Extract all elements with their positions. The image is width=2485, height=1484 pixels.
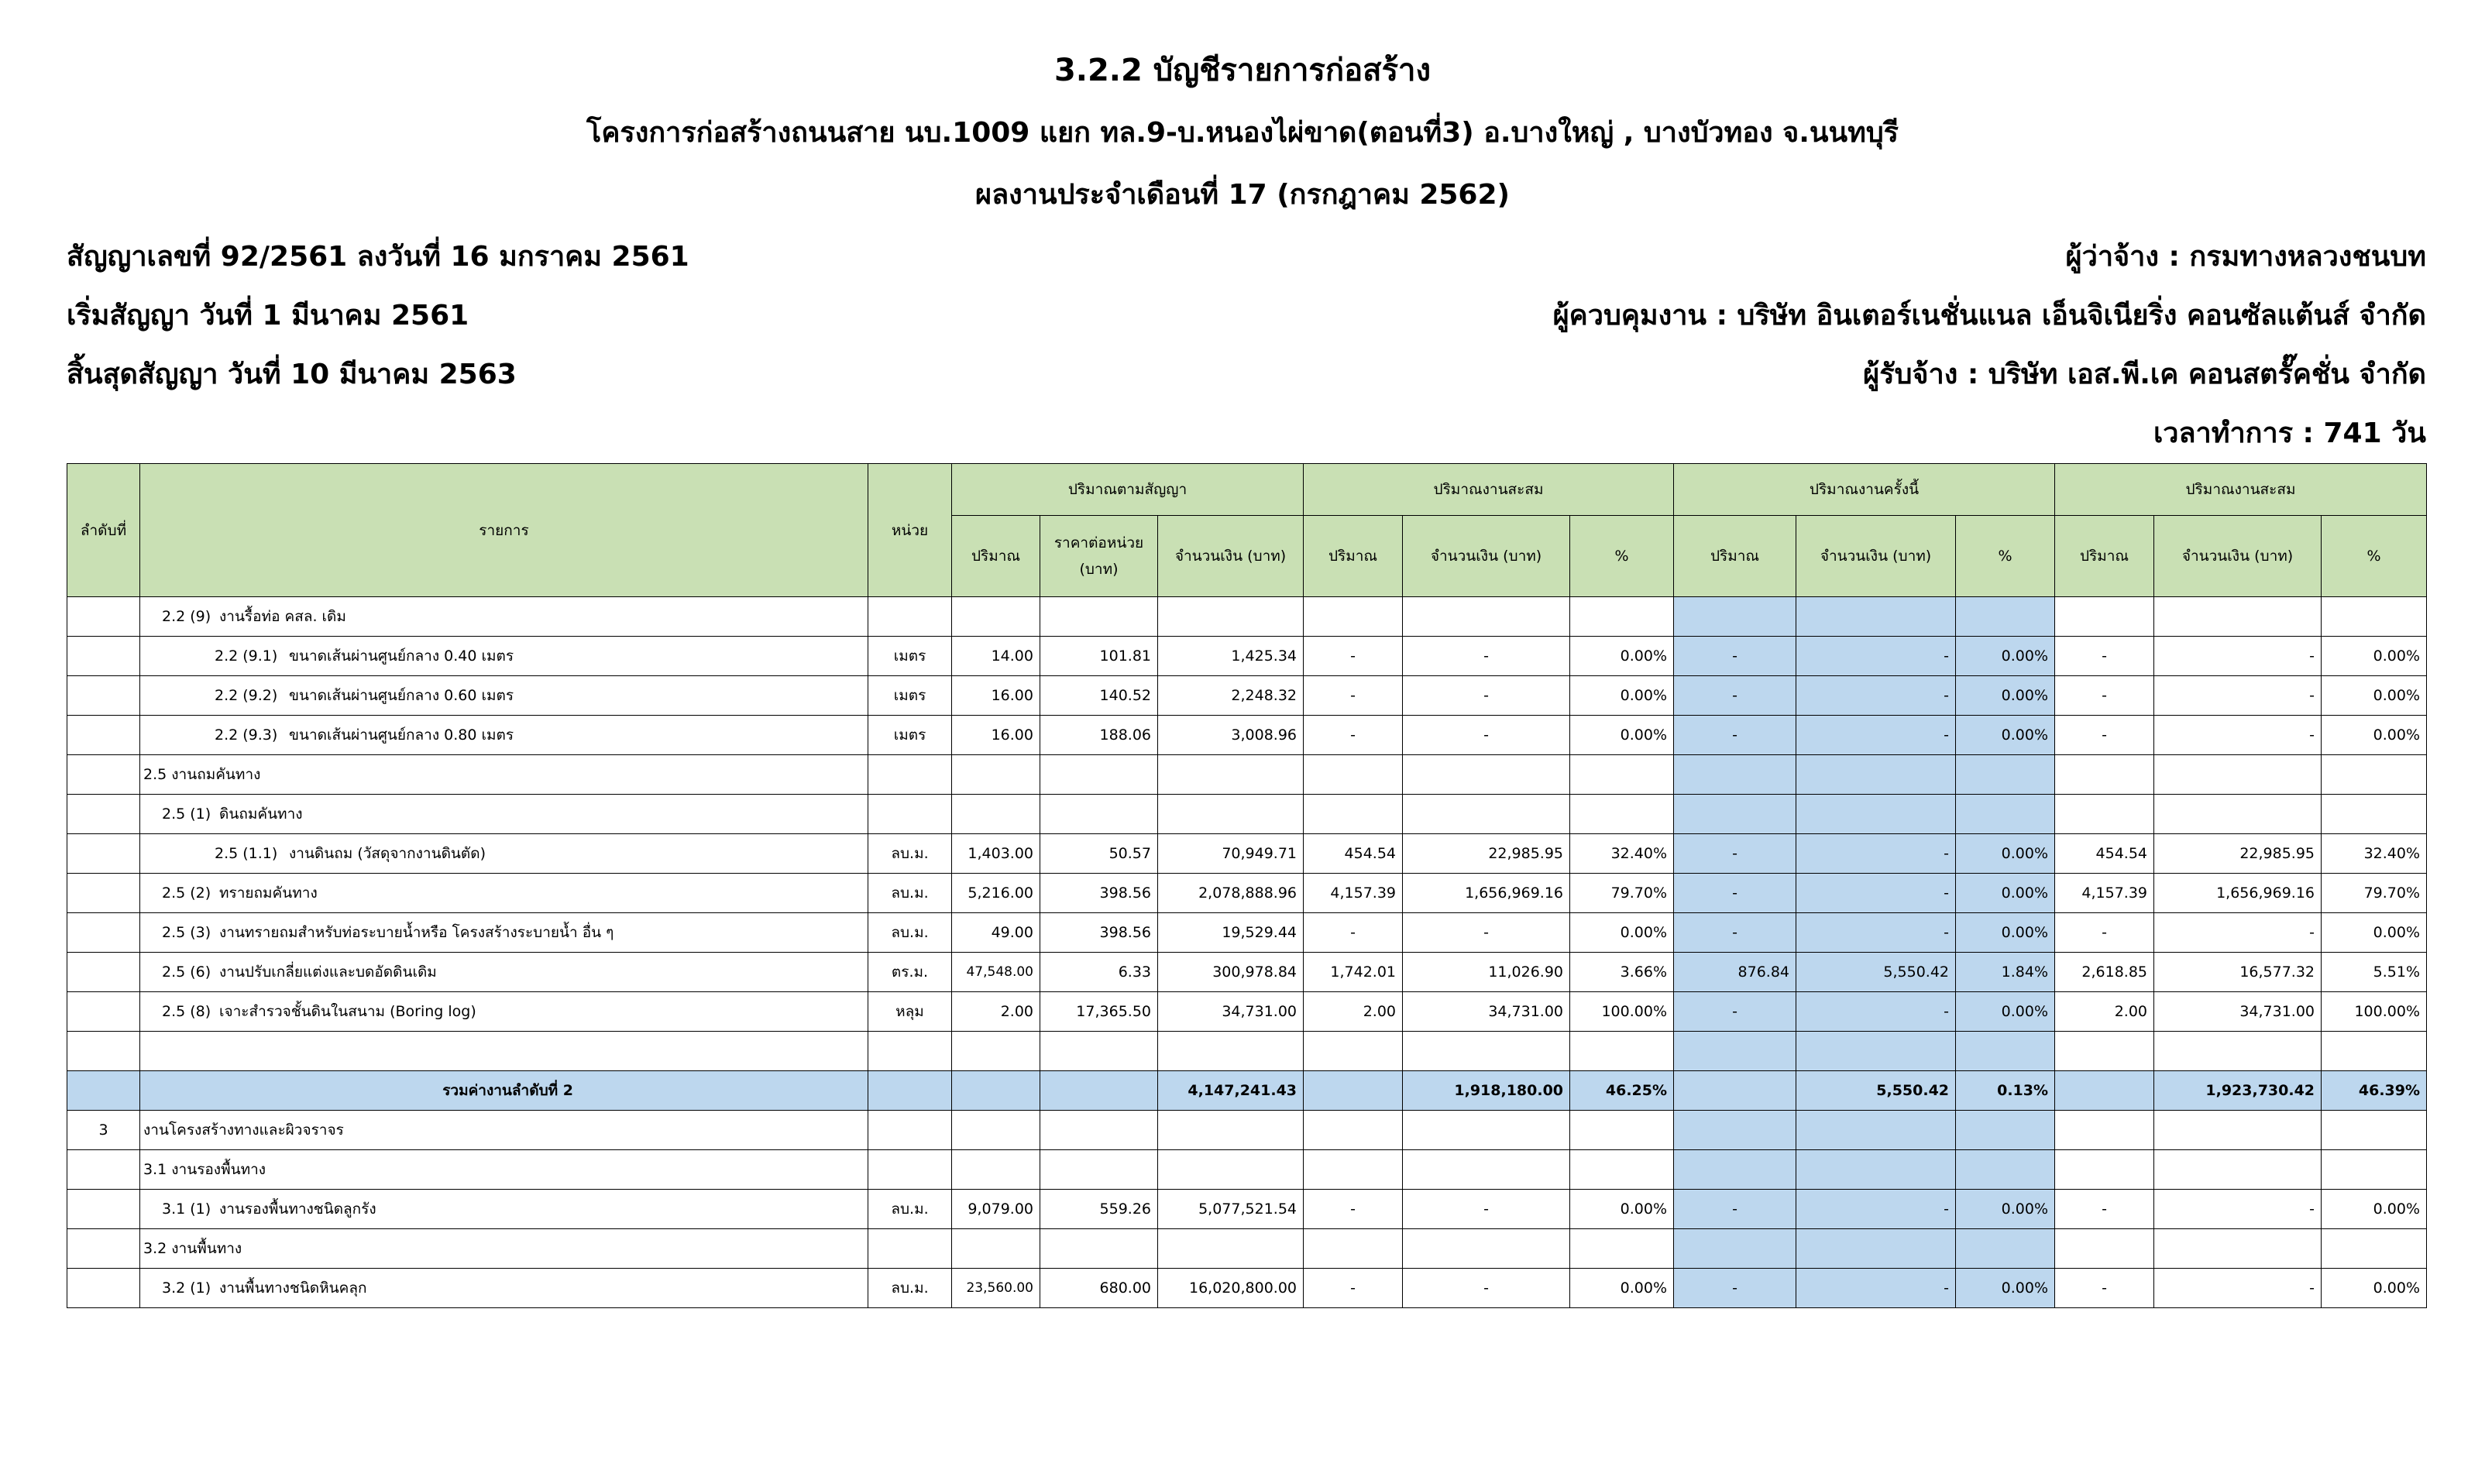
cum-qty: - — [2055, 913, 2154, 953]
contract-amount: 3,008.96 — [1158, 716, 1304, 755]
section-title: งานโครงสร้างทางและผิวจราจร — [140, 1111, 868, 1150]
item-desc: 3.1 งานรองพื้นทาง — [143, 1161, 266, 1178]
unit-price: 398.56 — [1040, 913, 1158, 953]
contract-qty: 47,548.00 — [952, 953, 1040, 992]
table-row — [67, 1032, 2427, 1071]
prev-amount: 1,656,969.16 — [1403, 874, 1570, 913]
prev-amount: - — [1403, 637, 1570, 676]
this-amount: - — [1796, 874, 1956, 913]
prev-qty: - — [1304, 1269, 1403, 1308]
unit-price: 398.56 — [1040, 874, 1158, 913]
item-code: 2.5 (2) — [162, 885, 211, 902]
table-row — [67, 755, 2427, 795]
this-pct: 0.00% — [1956, 1269, 2055, 1308]
item-code: 2.5 (1) — [162, 806, 211, 823]
unit-cell: ลบ.ม. — [868, 1190, 952, 1229]
table-row — [67, 676, 2427, 716]
contract-qty: 14.00 — [952, 637, 1040, 676]
cum-amount: - — [2154, 637, 2322, 676]
cum-pct: 100.00% — [2322, 992, 2427, 1032]
prev-pct: 0.00% — [1570, 716, 1674, 755]
item-code: 2.5 (3) — [162, 924, 211, 941]
cum-amount: - — [2154, 1190, 2322, 1229]
cum-pct: 0.00% — [2322, 637, 2427, 676]
table-row — [67, 597, 2427, 637]
item-code: 2.5 (6) — [162, 964, 211, 981]
cum-pct: 0.00% — [2322, 1190, 2427, 1229]
contract-number: สัญญาเลขที่ 92/2561 ลงวันที่ 16 มกราคม 2561 — [67, 241, 689, 273]
total-row — [67, 1071, 2427, 1111]
cum-amount: 34,731.00 — [2154, 992, 2322, 1032]
table-row — [67, 1150, 2427, 1190]
item-cell — [140, 676, 868, 716]
contract-amount: 19,529.44 — [1158, 913, 1304, 953]
prev-pct: 0.00% — [1570, 913, 1674, 953]
contract-amount: 70,949.71 — [1158, 834, 1304, 874]
item-cell — [140, 834, 868, 874]
cum-pct: 32.40% — [2322, 834, 2427, 874]
this-amount: - — [1796, 992, 1956, 1032]
header-amount: จำนวนเงิน (บาท) — [1796, 516, 1956, 597]
prev-amount: 34,731.00 — [1403, 992, 1570, 1032]
item-desc: งานดินถม (วัสดุจากงานดินตัด) — [289, 845, 486, 862]
prev-qty: - — [1304, 676, 1403, 716]
total-this-amount: 5,550.42 — [1796, 1071, 1956, 1111]
supervisor: ผู้ควบคุมงาน : บริษัท อินเตอร์เนชั่นแนล เอ็นจิเนียริ่ง คอนซัลแต้นส์ จำกัด — [1552, 300, 2426, 331]
prev-amount: - — [1403, 1269, 1570, 1308]
page-title: 3.2.2 บัญชีรายการก่อสร้าง — [1053, 53, 1432, 88]
this-pct: 0.00% — [1956, 637, 2055, 676]
prev-amount: - — [1403, 676, 1570, 716]
cum-qty: - — [2055, 637, 2154, 676]
item-desc: ขนาดเส้นผ่านศูนย์กลาง 0.40 เมตร — [289, 648, 514, 665]
unit-price: 680.00 — [1040, 1269, 1158, 1308]
contract-qty: 5,216.00 — [952, 874, 1040, 913]
contract-amount: 300,978.84 — [1158, 953, 1304, 992]
contract-end: สิ้นสุดสัญญา วันที่ 10 มีนาคม 2563 — [67, 359, 517, 390]
this-qty: - — [1674, 834, 1796, 874]
prev-qty: 1,742.01 — [1304, 953, 1403, 992]
item-desc: งานรองพื้นทางชนิดลูกรัง — [219, 1201, 376, 1218]
report-period: ผลงานประจำเดือนที่ 17 (กรกฎาคม 2562) — [975, 179, 1510, 211]
unit-cell: ลบ.ม. — [868, 834, 952, 874]
header-pct: % — [2322, 516, 2427, 597]
cum-amount: 22,985.95 — [2154, 834, 2322, 874]
table-row — [67, 953, 2427, 992]
item-desc: 2.5 งานถมคันทาง — [143, 766, 261, 783]
employer: ผู้ว่าจ้าง : กรมทางหลวงชนบท — [2065, 241, 2426, 273]
prev-pct: 0.00% — [1570, 1269, 1674, 1308]
contract-qty: 1,403.00 — [952, 834, 1040, 874]
header-qty: ปริมาณ — [952, 516, 1040, 597]
header-unit: หน่วย — [868, 464, 952, 597]
table-row — [67, 1269, 2427, 1308]
prev-pct: 32.40% — [1570, 834, 1674, 874]
prev-pct: 100.00% — [1570, 992, 1674, 1032]
contract-qty: 49.00 — [952, 913, 1040, 953]
contract-amount: 2,248.32 — [1158, 676, 1304, 716]
prev-qty: - — [1304, 716, 1403, 755]
prev-pct: 0.00% — [1570, 1190, 1674, 1229]
this-amount: - — [1796, 834, 1956, 874]
cum-amount: 16,577.32 — [2154, 953, 2322, 992]
unit-cell: เมตร — [868, 716, 952, 755]
header-prev-group: ปริมาณงานสะสม — [1304, 464, 1674, 516]
item-desc: ทรายถมคันทาง — [219, 885, 318, 902]
prev-pct: 0.00% — [1570, 637, 1674, 676]
unit-cell: หลุม — [868, 992, 952, 1032]
boq-table — [67, 463, 2427, 1308]
contract-start: เริ่มสัญญา วันที่ 1 มีนาคม 2561 — [67, 300, 469, 331]
this-qty: - — [1674, 676, 1796, 716]
this-pct: 0.00% — [1956, 992, 2055, 1032]
unit-cell: ลบ.ม. — [868, 1269, 952, 1308]
header-no: ลำดับที่ — [67, 464, 140, 597]
this-amount: 5,550.42 — [1796, 953, 1956, 992]
prev-qty: 2.00 — [1304, 992, 1403, 1032]
this-amount: - — [1796, 637, 1956, 676]
table-row — [67, 637, 2427, 676]
cum-amount: - — [2154, 913, 2322, 953]
prev-pct: 0.00% — [1570, 676, 1674, 716]
cum-amount: - — [2154, 716, 2322, 755]
cum-qty: - — [2055, 1269, 2154, 1308]
prev-qty: - — [1304, 637, 1403, 676]
unit-price: 559.26 — [1040, 1190, 1158, 1229]
header-cum-group: ปริมาณงานสะสม — [2055, 464, 2427, 516]
this-pct: 0.00% — [1956, 834, 2055, 874]
this-qty: - — [1674, 992, 1796, 1032]
item-code: 2.2 (9) — [162, 608, 211, 625]
prev-pct: 3.66% — [1570, 953, 1674, 992]
header-amount: จำนวนเงิน (บาท) — [1158, 516, 1304, 597]
prev-amount: 11,026.90 — [1403, 953, 1570, 992]
header-amount: จำนวนเงิน (บาท) — [1403, 516, 1570, 597]
cum-pct: 0.00% — [2322, 676, 2427, 716]
this-pct: 1.84% — [1956, 953, 2055, 992]
item-cell — [140, 755, 868, 795]
cum-qty: 2.00 — [2055, 992, 2154, 1032]
unit-cell: เมตร — [868, 676, 952, 716]
item-code: 3.1 (1) — [162, 1201, 211, 1218]
item-desc: งานทรายถมสำหรับท่อระบายน้ำหรือ โครงสร้างระบายน้ำ อื่น ๆ — [219, 924, 614, 941]
this-pct: 0.00% — [1956, 1190, 2055, 1229]
prev-amount: 22,985.95 — [1403, 834, 1570, 874]
cum-qty: - — [2055, 1190, 2154, 1229]
item-code: 2.2 (9.3) — [215, 727, 278, 744]
this-amount: - — [1796, 716, 1956, 755]
total-prev-amount: 1,918,180.00 — [1403, 1071, 1570, 1111]
contract-amount: 5,077,521.54 — [1158, 1190, 1304, 1229]
item-code: 3.2 (1) — [162, 1280, 211, 1297]
total-prev-pct: 46.25% — [1570, 1071, 1674, 1111]
header-this-group: ปริมาณงานครั้งนี้ — [1674, 464, 2055, 516]
this-qty: - — [1674, 1190, 1796, 1229]
item-desc: งานรื้อท่อ คสล. เดิม — [219, 608, 346, 625]
unit-price: 101.81 — [1040, 637, 1158, 676]
contractor: ผู้รับจ้าง : บริษัท เอส.พี.เค คอนสตรั๊คชั่น จำกัด — [1863, 359, 2426, 390]
item-cell — [140, 795, 868, 834]
this-amount: - — [1796, 676, 1956, 716]
header-qty: ปริมาณ — [1674, 516, 1796, 597]
item-cell — [140, 913, 868, 953]
total-cum-amount: 1,923,730.42 — [2154, 1071, 2322, 1111]
this-pct: 0.00% — [1956, 874, 2055, 913]
contract-qty: 16.00 — [952, 716, 1040, 755]
cum-amount: - — [2154, 676, 2322, 716]
cum-qty: - — [2055, 716, 2154, 755]
contract-amount: 16,020,800.00 — [1158, 1269, 1304, 1308]
table-row — [67, 1229, 2427, 1269]
item-desc: เจาะสำรวจชั้นดินในสนาม (Boring log) — [219, 1003, 476, 1020]
this-pct: 0.00% — [1956, 716, 2055, 755]
total-this-pct: 0.13% — [1956, 1071, 2055, 1111]
prev-amount: - — [1403, 1190, 1570, 1229]
unit-cell — [868, 597, 952, 637]
total-cum-pct: 46.39% — [2322, 1071, 2427, 1111]
cum-qty: 4,157.39 — [2055, 874, 2154, 913]
item-cell — [140, 992, 868, 1032]
unit-cell: ตร.ม. — [868, 953, 952, 992]
cum-pct: 79.70% — [2322, 874, 2427, 913]
contract-amount: 2,078,888.96 — [1158, 874, 1304, 913]
header-amount: จำนวนเงิน (บาท) — [2154, 516, 2322, 597]
item-code: 2.2 (9.2) — [215, 687, 278, 704]
item-cell — [140, 1269, 868, 1308]
this-amount: - — [1796, 1190, 1956, 1229]
unit-cell: ลบ.ม. — [868, 874, 952, 913]
cum-amount: 1,656,969.16 — [2154, 874, 2322, 913]
project-title: โครงการก่อสร้างถนนสาย นบ.1009 แยก ทล.9-บ.หนองไผ่ขาด(ตอนที่3) อ.บางใหญ่ , บางบัวทอง จ.นนทบุรี — [586, 117, 1899, 149]
contract-qty: 23,560.00 — [952, 1269, 1040, 1308]
table-row — [67, 834, 2427, 874]
item-cell — [140, 953, 868, 992]
header-pct: % — [1570, 516, 1674, 597]
cum-pct: 5.51% — [2322, 953, 2427, 992]
unit-price: 6.33 — [1040, 953, 1158, 992]
item-desc: ขนาดเส้นผ่านศูนย์กลาง 0.80 เมตร — [289, 727, 514, 744]
unit-cell: เมตร — [868, 637, 952, 676]
unit-price: 17,365.50 — [1040, 992, 1158, 1032]
this-qty: - — [1674, 874, 1796, 913]
table-row — [67, 913, 2427, 953]
this-qty: - — [1674, 637, 1796, 676]
contract-qty: 2.00 — [952, 992, 1040, 1032]
item-desc: ดินถมคันทาง — [219, 806, 303, 823]
this-pct: 0.00% — [1956, 913, 2055, 953]
unit-price: 50.57 — [1040, 834, 1158, 874]
prev-qty: - — [1304, 1190, 1403, 1229]
contract-qty: 9,079.00 — [952, 1190, 1040, 1229]
item-cell — [140, 1229, 868, 1269]
this-amount: - — [1796, 913, 1956, 953]
cum-qty: 454.54 — [2055, 834, 2154, 874]
this-qty: - — [1674, 716, 1796, 755]
item-code: 2.5 (8) — [162, 1003, 211, 1020]
header-qty: ปริมาณ — [1304, 516, 1403, 597]
cum-qty: - — [2055, 676, 2154, 716]
table-row — [67, 874, 2427, 913]
cum-qty: 2,618.85 — [2055, 953, 2154, 992]
this-qty: - — [1674, 913, 1796, 953]
item-cell — [140, 716, 868, 755]
contract-qty: 16.00 — [952, 676, 1040, 716]
item-cell — [140, 1150, 868, 1190]
cum-pct: 0.00% — [2322, 1269, 2427, 1308]
this-qty: 876.84 — [1674, 953, 1796, 992]
prev-qty: 4,157.39 — [1304, 874, 1403, 913]
prev-pct: 79.70% — [1570, 874, 1674, 913]
section-no: 3 — [67, 1111, 140, 1150]
header-contract-group: ปริมาณตามสัญญา — [952, 464, 1304, 516]
item-cell — [140, 1190, 868, 1229]
work-duration: เวลาทำการ : 741 วัน — [2153, 417, 2426, 449]
item-code: 2.2 (9.1) — [215, 648, 278, 665]
item-cell — [140, 637, 868, 676]
unit-cell: ลบ.ม. — [868, 913, 952, 953]
unit-price: 140.52 — [1040, 676, 1158, 716]
this-amount: - — [1796, 1269, 1956, 1308]
this-pct: 0.00% — [1956, 676, 2055, 716]
prev-qty: - — [1304, 913, 1403, 953]
item-desc: งานปรับเกลี่ยแต่งและบดอัดดินเดิม — [219, 964, 437, 981]
prev-amount: - — [1403, 913, 1570, 953]
cum-amount: - — [2154, 1269, 2322, 1308]
item-desc: ขนาดเส้นผ่านศูนย์กลาง 0.60 เมตร — [289, 687, 514, 704]
item-desc: งานพื้นทางชนิดหินคลุก — [219, 1280, 367, 1297]
total-contract-amount: 4,147,241.43 — [1158, 1071, 1304, 1111]
prev-amount: - — [1403, 716, 1570, 755]
cum-pct: 0.00% — [2322, 913, 2427, 953]
item-desc: 3.2 งานพื้นทาง — [143, 1240, 242, 1257]
header-item: รายการ — [140, 464, 868, 597]
this-qty: - — [1674, 1269, 1796, 1308]
unit-price: 188.06 — [1040, 716, 1158, 755]
cum-pct: 0.00% — [2322, 716, 2427, 755]
table-row — [67, 992, 2427, 1032]
prev-qty: 454.54 — [1304, 834, 1403, 874]
contract-amount: 34,731.00 — [1158, 992, 1304, 1032]
item-code: 2.5 (1.1) — [215, 845, 278, 862]
section-row — [67, 1111, 2427, 1150]
contract-amount: 1,425.34 — [1158, 637, 1304, 676]
table-row — [67, 1190, 2427, 1229]
total-label: รวมค่างานลำดับที่ 2 — [140, 1071, 868, 1111]
header-qty: ปริมาณ — [2055, 516, 2154, 597]
header-unit-price: ราคาต่อหน่วย (บาท) — [1040, 516, 1158, 597]
table-row — [67, 716, 2427, 755]
item-cell — [140, 597, 868, 637]
item-cell — [140, 874, 868, 913]
header-pct: % — [1956, 516, 2055, 597]
table-row — [67, 795, 2427, 834]
